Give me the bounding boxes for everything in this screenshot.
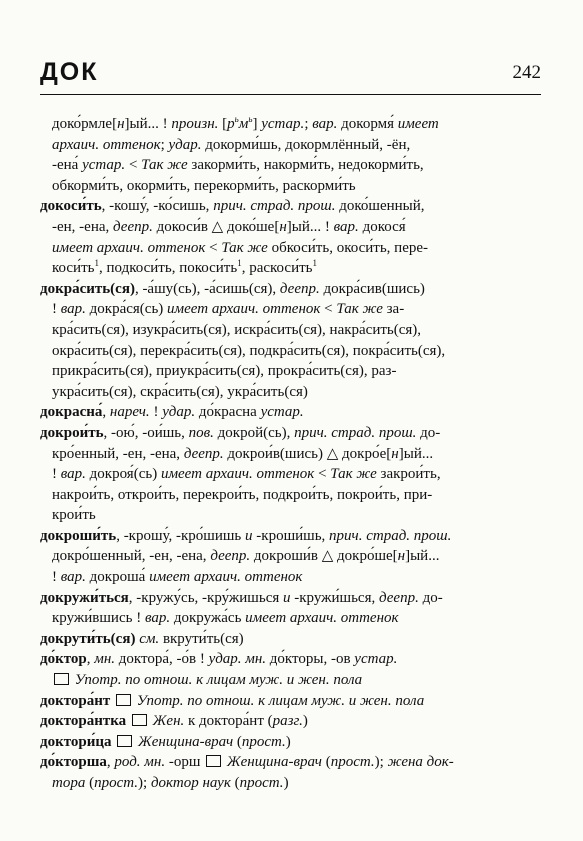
entry-line: докроши́ть, -крошу́, -кро́шишь и -кроши́шь, прич. страд. прош.	[40, 527, 452, 544]
entry-line: кро́енный, -ен, -ена, деепр. докрои́в(шись) △ докро́е[н]ый...	[52, 445, 434, 462]
entry-line: прикра́сить(ся), приукра́сить(ся), прокра́сить(ся), раз-	[52, 363, 397, 380]
entry-line: докро́шенный, -ен, -ена, деепр. докроши́в △ докро́ше[н]ый...	[52, 548, 440, 565]
entry-line: кра́сить(ся), изукра́сить(ся), искра́сить(ся), накра́сить(ся),	[52, 321, 422, 338]
entry-line: накрои́ть, открои́ть, перекрои́ть, подкрои́ть, покрои́ть, при-	[52, 486, 433, 503]
entry-line: -ен, -ена, деепр. докоси́в △ доко́ше[н]ый... ! вар. докося́	[52, 218, 406, 235]
entry-line: до́кторша, род. мн. -орш Женщина-врач (прост.); жена док-	[40, 754, 454, 771]
entry-line: доктора́нтка Жен. к доктора́нт (разг.)	[40, 713, 308, 730]
entry-line: докрути́ть(ся) см. вкрути́ть(ся)	[40, 630, 244, 647]
page-number: 242	[512, 62, 541, 83]
header-rule	[40, 94, 541, 95]
entry-line: тора (прост.); доктор наук (прост.)	[52, 775, 289, 791]
entry-line: докрои́ть, -ою́, -ои́шь, пов. докрой(сь), прич. страд. прош. до-	[40, 424, 441, 441]
entry-line: докоси́ть, -кошу́, -ко́сишь, прич. страд. прош. доко́шенный,	[40, 198, 425, 215]
entry-line: кружи́вшись ! вар. докружа́сь имеет архаич. оттенок	[52, 610, 399, 627]
entry-line: до́ктор, мн. доктора́, -о́в ! удар. мн. до́кторы, -ов устар.	[40, 651, 398, 668]
entry-line: укра́сить(ся), скра́сить(ся), укра́сить(ся)	[52, 383, 308, 400]
usage-box-icon	[206, 755, 221, 767]
entry-line: крои́ть	[52, 507, 96, 524]
entry-line: обкорми́ть, окорми́ть, перекорми́ть, раскорми́ть	[52, 177, 356, 194]
entry-line: докружи́ться, -кружу́сь, -кру́жишься и -кружи́шься, деепр. до-	[40, 589, 443, 606]
running-headword: ДОК	[40, 58, 99, 86]
usage-box-icon	[54, 673, 69, 685]
dictionary-body	[40, 114, 541, 794]
entry-line: $коси́ть^1$, подкоси́ть, $покоси́ть^1$, $раскоси́ть^1$	[52, 258, 317, 277]
entry-line: -ена́ устар. < Так же закорми́ть, накорми́ть, недокорми́ть,	[52, 157, 424, 174]
entry-line: доктора́нт Употр. по отнош. к лицам муж. и жен. пола	[40, 692, 425, 709]
entry-line: окра́сить(ся), перекра́сить(ся), подкра́сить(ся), покра́сить(ся),	[52, 342, 446, 359]
entry-line: докрасна́, нареч. ! удар. до́красна устар.	[40, 404, 304, 421]
usage-box-icon	[117, 735, 132, 747]
entry-line: архаич. оттенок; удар. докорми́шь, докормлённый, -ён,	[52, 136, 411, 153]
entry-line: ! вар. докра́ся(сь) имеет архаич. оттенок < Так же за-	[52, 301, 405, 318]
entry-line: ! вар. докроша́ имеет архаич. оттенок	[52, 569, 303, 586]
entry-line: доктори́ца Женщина-врач (прост.)	[40, 733, 291, 750]
entry-line: Употр. по отнош. к лицам муж. и жен. пола	[40, 670, 541, 691]
usage-box-icon	[132, 714, 147, 726]
entry-line: докра́сить(ся), -а́шу(сь), -а́сишь(ся), деепр. докра́сив(шись)	[40, 280, 425, 297]
usage-box-icon	[116, 694, 131, 706]
entry-line: имеет архаич. оттенок < Так же обкоси́ть, окоси́ть, пере-	[52, 239, 429, 256]
entry-line: доко́рмле[н]ый... ! произн. $[р^ьм^ь]$ устар.; вар. докормя́ имеет	[52, 114, 439, 132]
entry-line: ! вар. докроя́(сь) имеет архаич. оттенок < Так же закрои́ть,	[52, 466, 441, 483]
